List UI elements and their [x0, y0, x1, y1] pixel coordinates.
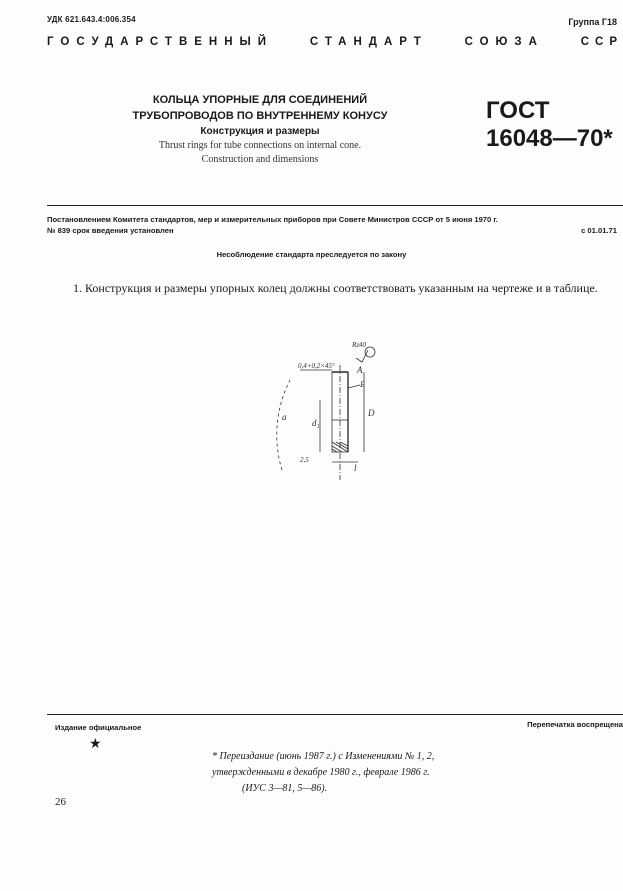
arc-radius-line: [277, 380, 290, 470]
dim-l-label: l: [354, 463, 357, 473]
datum-A-label: А: [357, 365, 363, 375]
title-ru-subtitle: Конструкция и размеры: [200, 126, 320, 137]
state-standard-banner: [47, 33, 623, 51]
datum-B-label: Б: [360, 380, 365, 389]
official-edition: Издание официальное: [55, 723, 142, 732]
dim-angle-label: 2,5: [300, 456, 309, 464]
banner-word-2: СТАНДАРТ: [309, 36, 428, 48]
standard-title: [110, 92, 410, 165]
decree-line-1: Постановлением Комитета стандартов, мер и измерительных приборов при Совете Министров СССР от 5 июня 1970 г.: [47, 215, 498, 224]
page-number: 26: [55, 796, 66, 808]
effective-date: с 01.01.71: [581, 225, 617, 235]
roughness-circle: [365, 347, 375, 357]
top-divider: [47, 205, 623, 206]
banner-word-1: ГОСУДАРСТВЕННЫЙ: [47, 36, 274, 48]
group-code: Группа Г18: [568, 17, 617, 27]
title-en-line-1: Thrust rings for tube connections on internal cone.: [158, 140, 362, 151]
star-icon: ★: [89, 737, 102, 752]
title-ru-line-1: КОЛЬЦА УПОРНЫЕ ДЛЯ СОЕДИНЕНИЙ: [152, 94, 368, 106]
footnote-line-2: утвержденными в декабре 1980 г., феврале 1986 г.: [212, 767, 430, 778]
clause-1: 1. Конструкция и размеры упорных колец должны соответствовать указанным на чертеже и в таблице.: [73, 281, 598, 295]
roughness-symbol: [356, 350, 368, 362]
dim-a-label: а: [282, 412, 287, 422]
footnote-line-3: (ИУС 3—81, 5—86).: [242, 783, 328, 794]
gost-designation: [486, 97, 613, 153]
law-notice: Несоблюдение стандарта преследуется по закону: [216, 250, 407, 259]
footnote-line-1: * Переиздание (июнь 1987 г.) с Изменениями № 1, 2,: [212, 751, 435, 762]
chamfer-label: 0,4+0,2×45°: [298, 362, 335, 370]
banner-word-3: СОЮЗА: [464, 36, 544, 48]
udk-code: УДК 621.643.4:006.354: [47, 15, 136, 24]
decree-line-2: № 839 срок введения установлен: [47, 225, 174, 235]
reissue-footnote: [212, 749, 434, 797]
bottom-divider: [47, 714, 623, 715]
dim-d1-label: d₁: [312, 418, 320, 428]
gost-number: 16048—70*: [486, 125, 613, 152]
B-leader: [348, 385, 360, 388]
title-en-line-2: Construction and dimensions: [201, 154, 319, 165]
title-ru-line-2: ТРУБОПРОВОДОВ ПО ВНУТРЕННЕМУ КОНУСУ: [132, 110, 388, 122]
thrust-ring-drawing: [260, 330, 380, 480]
gost-label: ГОСТ: [486, 97, 550, 124]
reprint-prohibited: Перепечатка воспрещена: [527, 720, 623, 729]
roughness-label: Rz40: [352, 341, 366, 349]
decree-text: [47, 215, 617, 236]
banner-word-4: ССР: [580, 36, 623, 48]
dim-D-label: D: [368, 408, 375, 418]
